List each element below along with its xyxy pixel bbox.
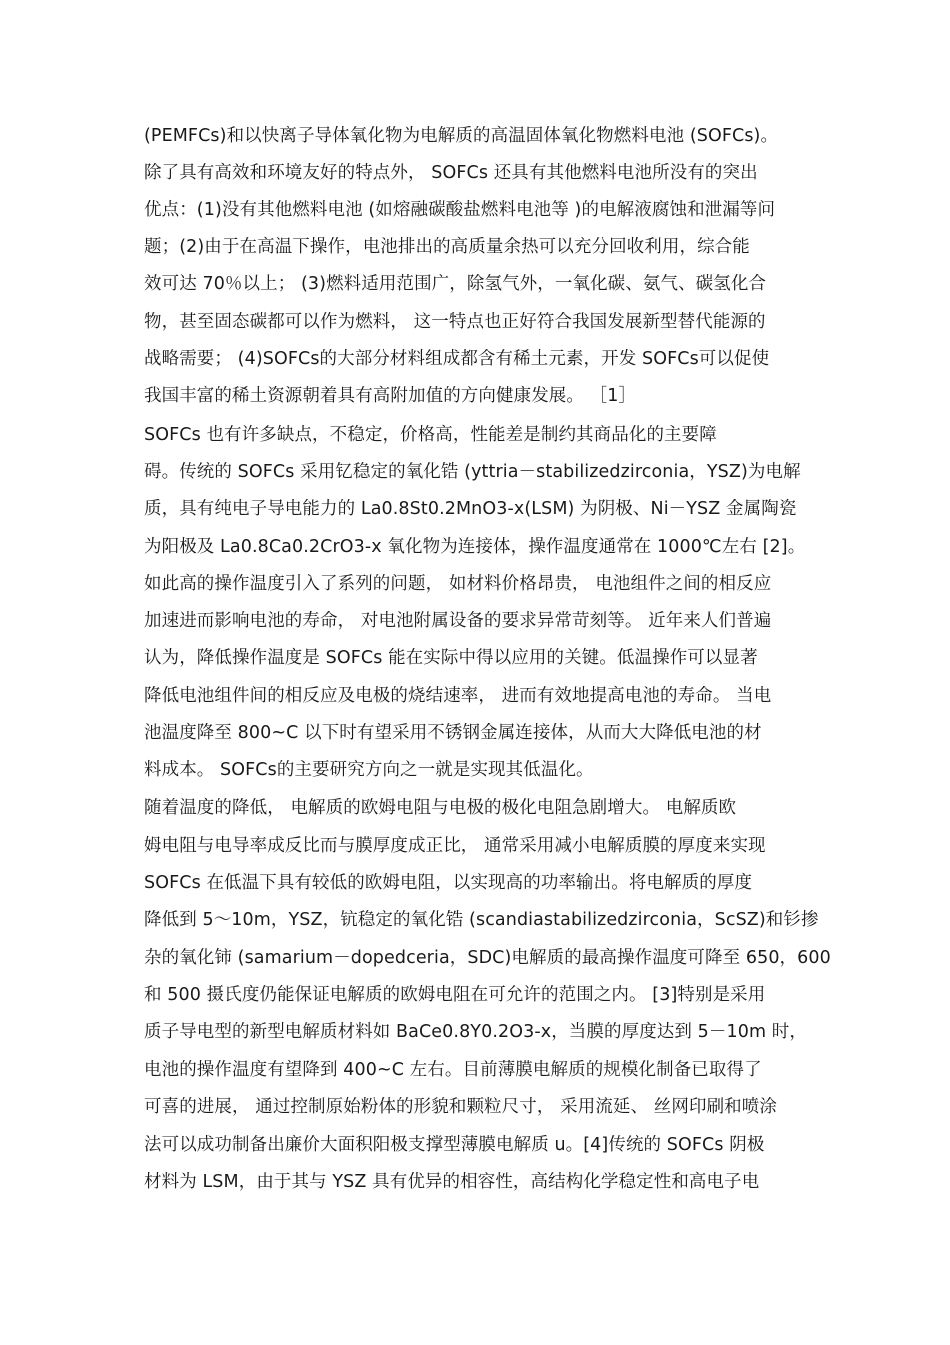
text-line: 效可达 70％以上； (3)燃料适用范围广，除氢气外，一氧化碳、氨气、碳氢化合 [144,274,767,294]
text-line: 可喜的进展， 通过控制原始粉体的形貌和颗粒尺寸， 采用流延、 丝网印刷和喷涂 [144,1097,777,1117]
text-line: 池温度降至 800~C 以下时有望采用不锈钢金属连接体，从而大大降低电池的材 [144,723,762,743]
text-line: (PEMFCs)和以快离子导体氧化物为电解质的高温固体氧化物燃料电池 (SOFCs)。 [144,126,779,146]
text-line: SOFCs 在低温下具有较低的欧姆电阻，以实现高的功率输出。将电解质的厚度 [144,873,753,893]
text-line: 姆电阻与电导率成反比而与膜厚度成正比， 通常采用减小电解质膜的厚度来实现 [144,836,766,856]
text-line: 认为，降低操作温度是 SOFCs 能在实际中得以应用的关键。低温操作可以显著 [144,648,758,668]
text-line: 加速进而影响电池的寿命， 对电池附属设备的要求异常苛刻等。 近年来人们普遍 [144,611,772,631]
text-line: 和 500 摄氏度仍能保证电解质的欧姆电阻在可允许的范围之内。 [3]特别是采用 [144,985,766,1005]
text-line: 碍。传统的 SOFCs 采用钇稳定的氧化锆 (yttria－stabilizedzirconia，YSZ)为电解 [144,462,801,482]
text-line: 战略需要； (4)SOFCs的大部分材料组成都含有稀土元素，开发 SOFCs可以促使 [144,349,770,369]
text-line: 随着温度的降低， 电解质的欧姆电阻与电极的极化电阻急剧增大。 电解质欧 [144,798,737,818]
text-line: 料成本。 SOFCs的主要研究方向之一就是实现其低温化。 [144,760,594,780]
text-line: 降低到 5～10m，YSZ，钪稳定的氧化锆 (scandiastabilizedzirconia，ScSZ)和钐掺 [144,910,819,930]
text-line: 题；(2)由于在高温下操作，电池排出的高质量余热可以充分回收利用，综合能 [144,237,750,257]
text-line: 杂的氧化铈 (samarium－dopedceria，SDC)电解质的最高操作温度可降至 650，600 [144,948,831,968]
text-line: 质子导电型的新型电解质材料如 BaCe0.8Y0.2O3-x，当膜的厚度达到 5－10m 时， [144,1022,807,1042]
text-line: 我国丰富的稀土资源朝着具有高附加值的方向健康发展。 ［1］ [144,386,637,406]
text-line: 物，甚至固态碳都可以作为燃料， 这一特点也正好符合我国发展新型替代能源的 [144,312,766,332]
text-line: 质，具有纯电子导电能力的 La0.8St0.2MnO3-x(LSM) 为阴极、Ni－YSZ 金属陶瓷 [144,499,797,519]
text-line: 优点：(1)没有其他燃料电池 (如熔融碳酸盐燃料电池等 )的电解液腐蚀和泄漏等问 [144,200,776,220]
text-line: 电池的操作温度有望降到 400~C 左右。目前薄膜电解质的规模化制备已取得了 [144,1060,762,1080]
text-line: 法可以成功制备出廉价大面积阳极支撑型薄膜电解质 u。[4]传统的 SOFCs 阴极 [144,1135,765,1155]
text-line: 材料为 LSM，由于其与 YSZ 具有优异的相容性，高结构化学稳定性和高电子电 [144,1172,760,1192]
text-line: SOFCs 也有许多缺点，不稳定，价格高，性能差是制约其商品化的主要障 [144,425,717,445]
text-line: 降低电池组件间的相反应及电极的烧结速率， 进而有效地提高电池的寿命。 当电 [144,686,772,706]
text-line: 如此高的操作温度引入了系列的问题， 如材料价格昂贵， 电池组件之间的相反应 [144,574,772,594]
text-line: 除了具有高效和环境友好的特点外， SOFCs 还具有其他燃料电池所没有的突出 [144,163,758,183]
text-line: 为阳极及 La0.8Ca0.2CrO3-x 氧化物为连接体，操作温度通常在 1000℃左右 [2]。 [144,537,806,557]
